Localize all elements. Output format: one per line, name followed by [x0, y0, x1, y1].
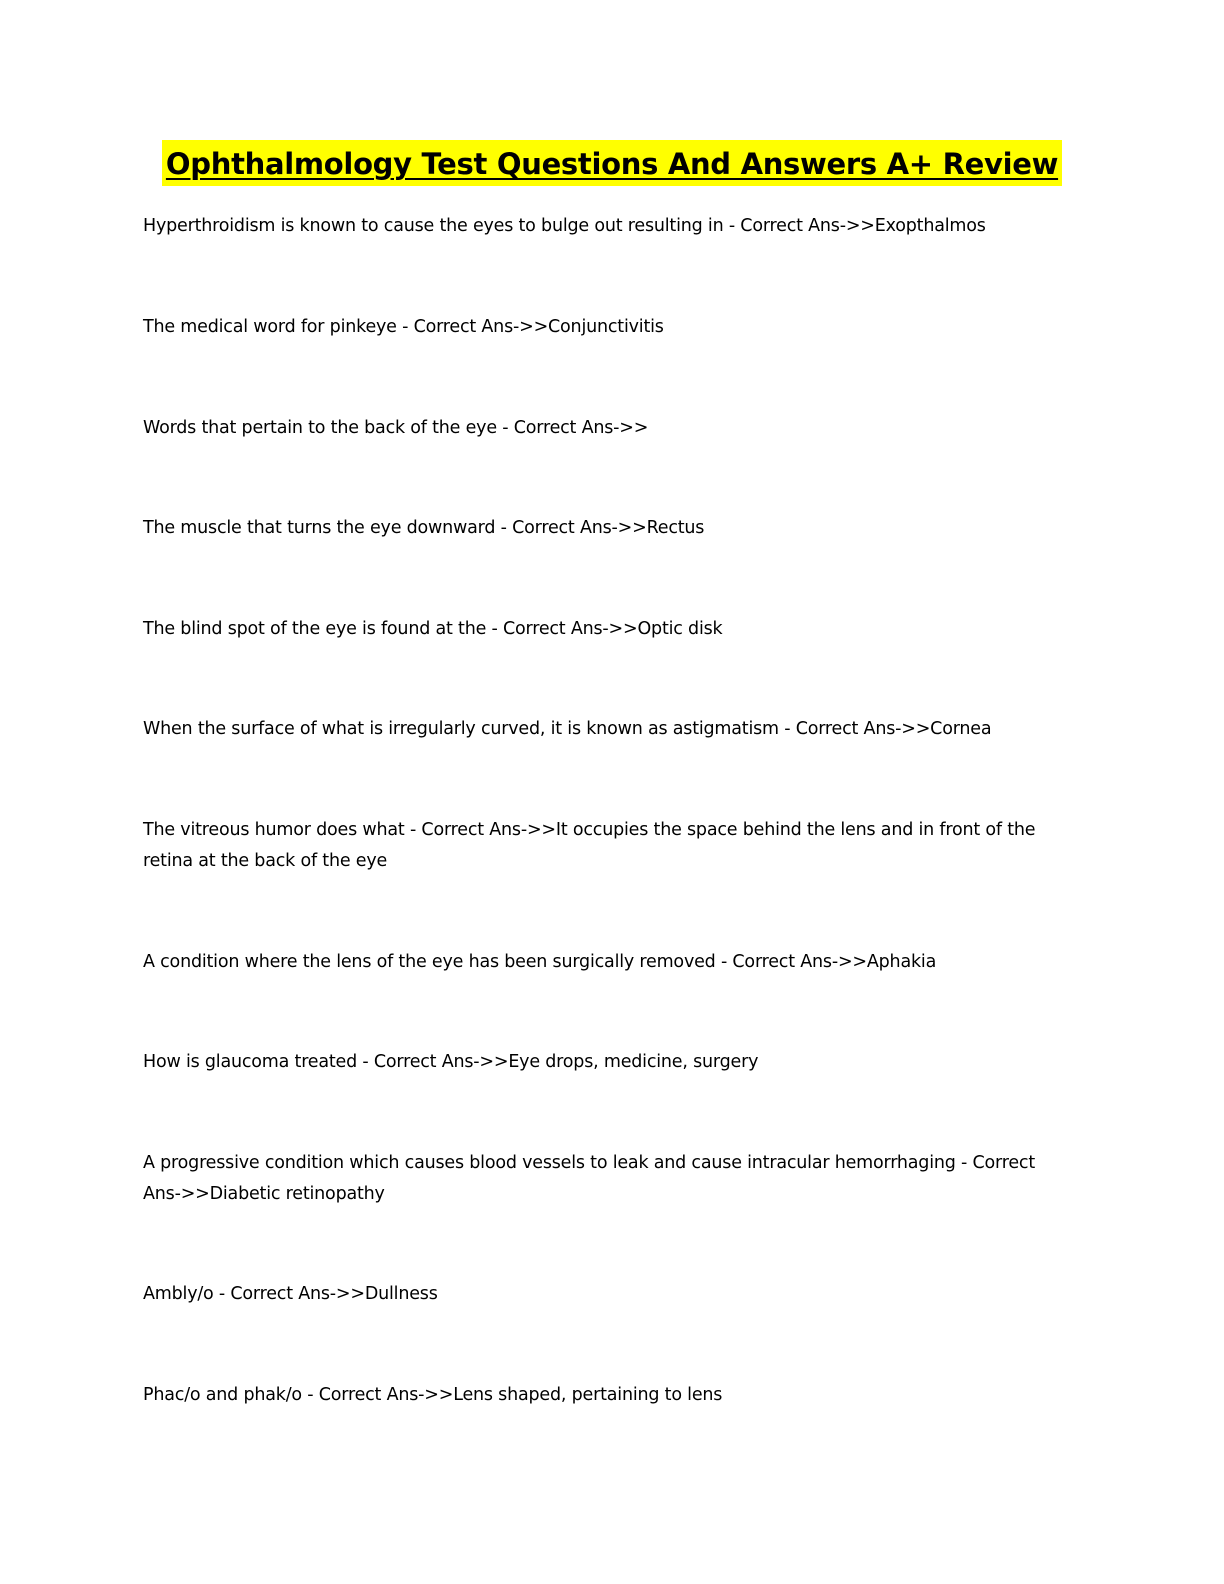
qa-item-12: Phac/o and phak/o - Correct Ans->>Lens shaped, pertaining to lens [143, 1385, 723, 1405]
qa-item-11: Ambly/o - Correct Ans->>Dullness [143, 1284, 438, 1304]
qa-item-4: The muscle that turns the eye downward - Correct Ans->>Rectus [143, 518, 705, 538]
qa-item-1: Hyperthroidism is known to cause the eyes to bulge out resulting in - Correct Ans->>Exopthalmos [143, 216, 986, 236]
qa-item-6: When the surface of what is irregularly curved, it is known as astigmatism - Correct Ans->>Cornea [143, 719, 992, 739]
qa-item-3: Words that pertain to the back of the eye - Correct Ans->> [143, 418, 649, 438]
qa-item-5: The blind spot of the eye is found at the - Correct Ans->>Optic disk [143, 619, 723, 639]
qa-item-10: A progressive condition which causes blood vessels to leak and cause intracular hemorrhaging - Correct Ans->>Diabetic retinopathy [143, 1153, 1035, 1204]
qa-item-9: How is glaucoma treated - Correct Ans->>Eye drops, medicine, surgery [143, 1052, 759, 1072]
qa-item-2: The medical word for pinkeye - Correct Ans->>Conjunctivitis [143, 317, 664, 337]
title-container [0, 140, 1224, 186]
document-title: Ophthalmology Test Questions And Answers A+ Review [162, 140, 1062, 186]
qa-item-7: The vitreous humor does what - Correct Ans->>It occupies the space behind the lens and in front of the retina at the back of the eye [143, 820, 1036, 871]
qa-item-8: A condition where the lens of the eye has been surgically removed - Correct Ans->>Aphakia [143, 952, 937, 972]
